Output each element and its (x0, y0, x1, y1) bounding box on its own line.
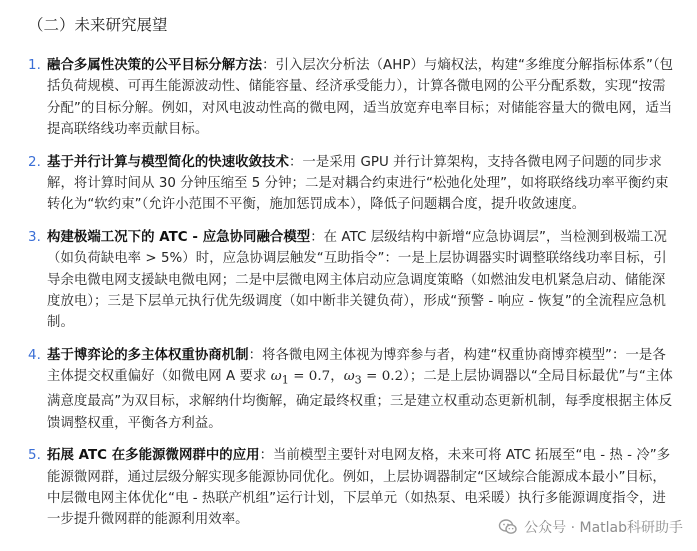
item-body: ：引入层次分析法（AHP）与熵权法，构建“多维度分解指标体系”（包括负荷规模、可再生能源波动性、储能容量、经济承受能力），计算各微电网的公平分配系数，实现“按需分配”的目标分解。例如，对风电波动性高的微电网，适当放宽弃电率目标；对储能容量大的微电网，适当提高联络线功率贡献目标。 (47, 58, 674, 138)
list-item-1 (0, 55, 697, 141)
math-separator: ， (330, 369, 344, 385)
wechat-icon (498, 517, 518, 537)
item-number: 5. (28, 448, 41, 464)
item-title: 构建极端工况下的 ATC - 应急协同融合模型 (47, 229, 311, 245)
math-omega-1 (270, 369, 331, 387)
math-subscript: 3 (354, 373, 362, 387)
item-body: ：一是采用 GPU 并行计算架构，支持各微电网子问题的同步求解，将计算时间从 30 分钟压缩至 5 分钟；二是对耦合约束进行“松弛化处理”，如将联络线功率平衡约束转化为“软约束”（允许小范围不平衡，施加惩罚成本），降低子问题耦合度，提升收敛速度。 (47, 154, 669, 213)
section-heading: （二）未来研究展望 (28, 16, 168, 34)
item-body-after: ）；二是上层协调器以“全局目标最优”与“主体满意度最高”为双目标，求解纳什均衡解，确定最终权重；三是建立权重动态更新机制，每季度根据主体反馈调整权重，平衡各方利益。 (47, 369, 673, 431)
outlook-list (0, 55, 697, 542)
math-symbol: ω (343, 369, 355, 385)
math-omega-3 (343, 369, 404, 387)
math-subscript: 1 (281, 373, 289, 387)
math-symbol: ω (270, 369, 282, 385)
item-title: 拓展 ATC 在多能源微网群中的应用 (47, 448, 260, 464)
item-number: 1. (28, 58, 41, 73)
list-item-3 (0, 227, 697, 334)
item-title: 基于博弈论的多主体权重协商机制 (47, 347, 249, 363)
item-body: ：在 ATC 层级结构中新增“应急协调层”，当检测到极端工况（如负荷缺电率 > 5%）时，应急协调层触发“互助指令”：一是上层协调器实时调整联络线功率目标，引导余电微电网支援缺电微电网；二是中层微电网主体启动应急调度策略（如燃油发电机紧急启动、储能深度放电）；三是下层单元执行优先级调度（如中断非关键负荷），形成“预警 - 响应 - 恢复”的全流程应急机制。 (47, 229, 667, 331)
item-number: 3. (28, 229, 41, 245)
list-item-2 (0, 152, 697, 216)
item-body-before: ：将各微电网主体视为博弈参与者，构建“权重协商博弈模型”：一是各主体提交权重偏好（如微电网 A 要求 (47, 347, 666, 385)
item-number: 4. (28, 347, 41, 363)
watermark (498, 517, 683, 537)
item-title: 融合多属性决策的公平目标分解方法 (47, 58, 263, 73)
item-number: 2. (28, 154, 41, 170)
list-item-4 (0, 345, 697, 434)
item-body: ：当前模型主要针对电网友格，未来可将 ATC 拓展至“电 - 热 - 冷”多能源微网群，通过层级分解实现多能源协同优化。例如，上层协调器制定“区域综合能源成本最小”目标，中层微电网主体优化“电 - 热联产机组”运行计划，下层单元（如热泵、电采暖）执行多能源调度指令，进一步提升微网群的能源利用效率。 (47, 448, 671, 528)
item-title: 基于并行计算与模型简化的快速收敛技术 (47, 154, 289, 170)
math-value: = 0.7 (288, 369, 331, 385)
math-value: = 0.2 (361, 369, 404, 385)
watermark-text: 公众号 · Matlab科研助手 (524, 520, 683, 536)
